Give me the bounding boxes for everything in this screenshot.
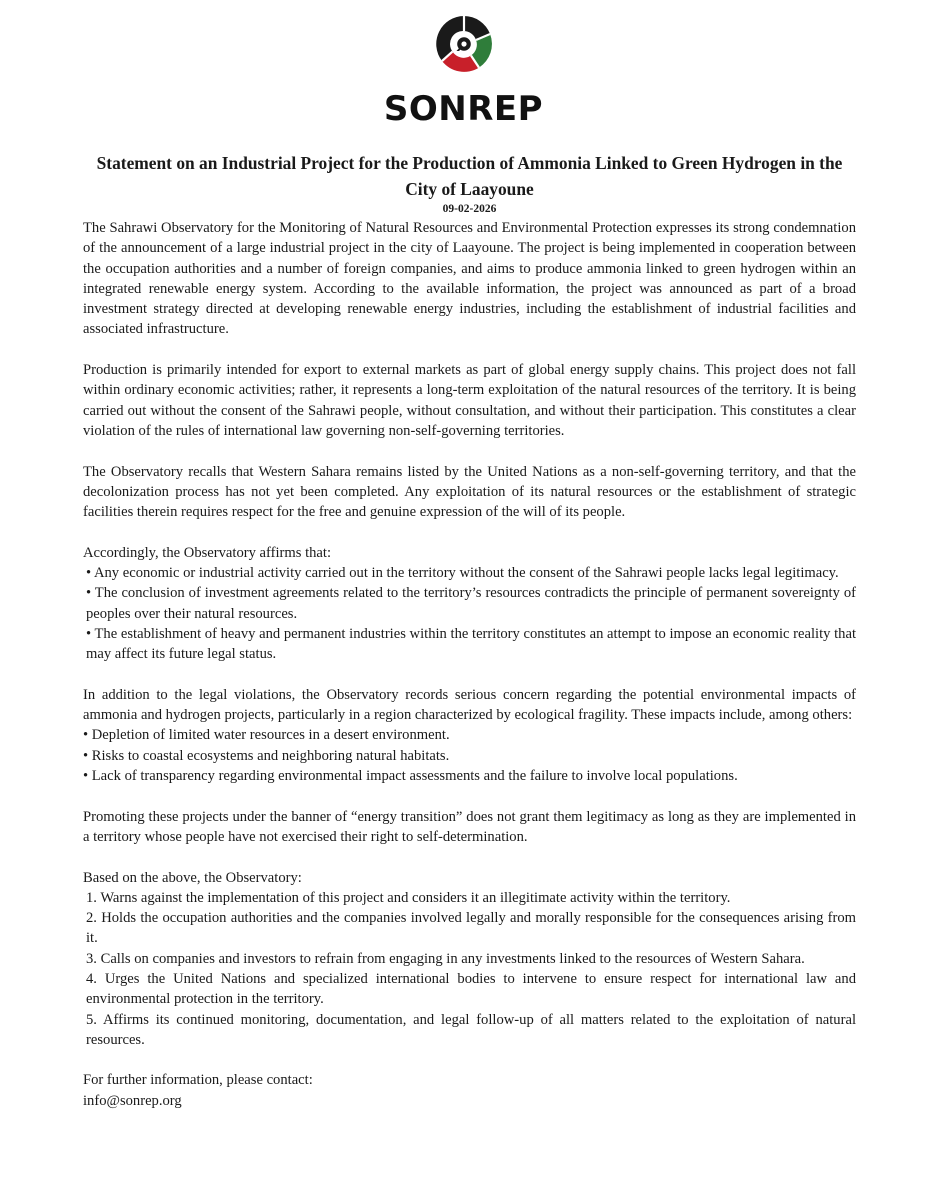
statement-date: 09-02-2026 [442,203,497,215]
paragraph-spacer [83,786,856,806]
logo-wordmark: SONREP [383,89,544,129]
action-list-item: 5. Affirms its continued monitoring, documentation, and legal follow-up of all matters related to the exploitation of natural resources. [86,1011,856,1048]
paragraph-spacer [83,441,856,461]
impact-list-item: • Depletion of limited water resources in a desert environment. [83,727,450,744]
paragraph-production: Production is primarily intended for export to external markets as part of global energy supply chains. This project does not fall within ordinary economic activities; rather, it represents a long-term exploitation of the natural resources of the territory. It is being carried out without the consent of the Sahrawi people, without consultation, and without their participation. This constitutes a clear violation of the rules of international law governing non-self-governing territories. [83,362,856,439]
statement-document [83,150,856,1111]
header-logo [0,14,927,129]
paragraph-spacer [83,1050,856,1070]
impact-list-item: • Risks to coastal ecosystems and neighboring natural habitats. [83,747,450,764]
page-title: Statement on an Industrial Project for the Production of Ammonia Linked to Green Hydrogen in the City of Laayoune [96,153,843,199]
action-list-item: 1. Warns against the implementation of this project and considers it an illegitimate activity within the territory. [86,889,731,906]
affirms-list-item: • Any economic or industrial activity carried out in the territory without the consent of the Sahrawi people lacks legal legitimacy. [86,565,839,582]
actions-intro: Based on the above, the Observatory: [83,869,302,886]
affirms-list-item: • The establishment of heavy and permanent industries within the territory constitutes an attempt to impose an economic reality that may affect its future legal status. [86,625,856,663]
sonrep-logo-icon [434,14,494,74]
paragraph-spacer [83,847,856,867]
action-list-item: 4. Urges the United Nations and specialized international bodies to intervene to ensure respect for international law and environmental protection in the territory. [86,970,856,1008]
action-list-item: 3. Calls on companies and investors to refrain from engaging in any investments linked to the resources of Western Sahara. [86,950,805,967]
contact-email: info@sonrep.org [83,1092,182,1109]
impact-list-item: • Lack of transparency regarding environmental impact assessments and the failure to involve local populations. [83,768,738,785]
action-list-item: 2. Holds the occupation authorities and the companies involved legally and morally responsible for the consequences arising from it. [86,910,856,947]
paragraph-un-status: The Observatory recalls that Western Sahara remains listed by the United Nations as a non-self-governing territory, and that the decolonization process has not yet been completed. Any exploitation of its natural resources or the establishment of strategic facilities therein requires respect for the free and genuine expression of the will of its people. [83,463,856,521]
paragraph-spacer [83,340,856,360]
paragraph-spacer [83,522,856,542]
contact-intro: For further information, please contact: [83,1072,313,1089]
paragraph-intro: The Sahrawi Observatory for the Monitoring of Natural Resources and Environmental Protection expresses its strong condemnation of the announcement of a large industrial project in the city of Laayoune. The project is being implemented in cooperation between the occupation authorities and a number of foreign companies, and aims to produce ammonia linked to green hydrogen within an integrated renewable energy system. According to the available information, the project was announced as part of a broad investment strategy directed at developing renewable energy industries, including the establishment of industrial facilities and associated infrastructure. [83,220,856,338]
paragraph-spacer [83,665,856,685]
paragraph-energy-transition: Promoting these projects under the banner of “energy transition” does not grant them legitimacy as long as they are implemented in a territory whose people have not exercised their right to self-determination. [83,808,856,845]
affirms-list-item: • The conclusion of investment agreements related to the territory’s resources contradicts the principle of permanent sovereignty of peoples over their natural resources. [86,585,856,622]
affirms-intro: Accordingly, the Observatory affirms that: [83,544,332,561]
concern-intro: In addition to the legal violations, the Observatory records serious concern regarding the potential environmental impacts of ammonia and hydrogen projects, particularly in a region characterized by ecological fragility. These impacts include, among others: [83,686,856,724]
